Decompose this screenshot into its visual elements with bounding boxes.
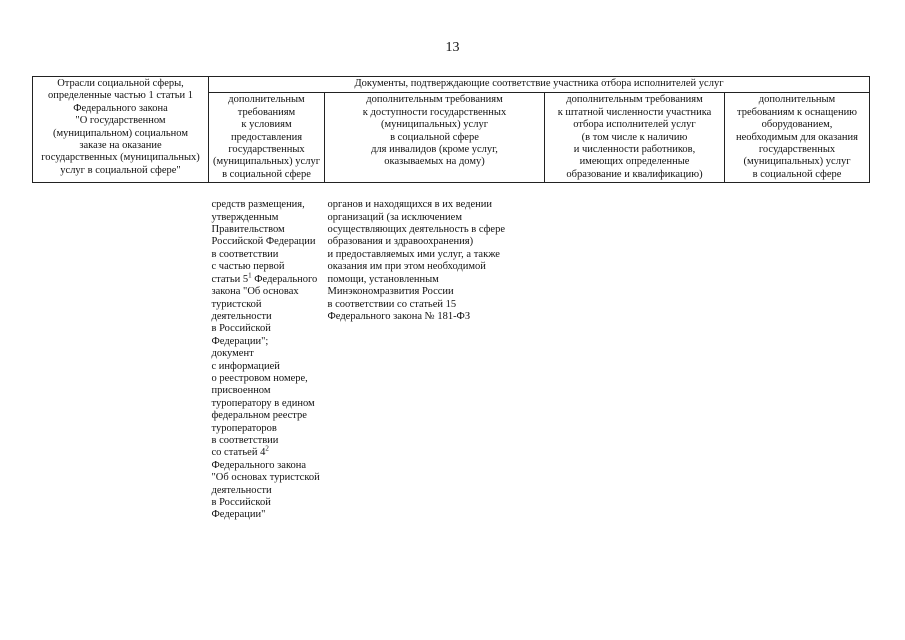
body-accessibility-cell: органов и находящихся в их ведении организаций (за исключением осуществляющих деятельность в сфере образования и здравоохранения) и предоставляемых ими услуг, а также оказания им при этом необходимой помощи, установленным Минэкономразвития России в соответствии со статьей 15 Федерального закона № 181-ФЗ	[327, 199, 506, 322]
table-row	[33, 183, 870, 522]
body-sector-cell	[33, 183, 209, 522]
header-staffing-column: дополнительным требованиям к штатной численности участника отбора исполнителей услуг (в том числе к наличию и численности работников, имеющих определенные образование и квалификацию)	[545, 93, 725, 183]
header-sector-column: Отрасли социальной сферы, определенные частью 1 статьи 1 Федерального закона "О государственном (муниципальном) социальном заказе на оказание государственных (муниципальных) услуг в социальной сфере"	[33, 77, 209, 183]
body-equipment-cell	[725, 183, 870, 522]
footnote-superscript: 1	[248, 271, 252, 280]
header-documents-title: Документы, подтверждающие соответствие участника отбора исполнителей услуг	[209, 77, 870, 93]
footnote-superscript: 2	[265, 444, 269, 453]
documents-table	[32, 76, 870, 522]
header-conditions-column: дополнительным требованиям к условиям предоставления государственных (муниципальных) услуг в социальной сфере	[209, 93, 325, 183]
body-staffing-cell	[545, 183, 725, 522]
header-equipment-column: дополнительным требованиям к оснащению оборудованием, необходимым для оказания государственных (муниципальных) услуг в социальной сфере	[725, 93, 870, 183]
page-number: 13	[445, 40, 460, 55]
body-conditions-cell: средств размещения, утвержденным Правительством Российской Федерации в соответствии с частью первой статьи $5^1$ Федерального закона "Об основах туристской деятельности в Российской Федерации"; документ с информацией о реестровом номере, присвоенном туроператору в едином федеральном реестре туроператоров в соответствии со статьей $4^2$ Федерального закона "Об основах туристской деятельности в Российской Федерации"	[211, 199, 320, 521]
header-accessibility-column: дополнительным требованиям к доступности государственных (муниципальных) услуг в социальной сфере для инвалидов (кроме услуг, оказываемых на дому)	[325, 93, 545, 183]
